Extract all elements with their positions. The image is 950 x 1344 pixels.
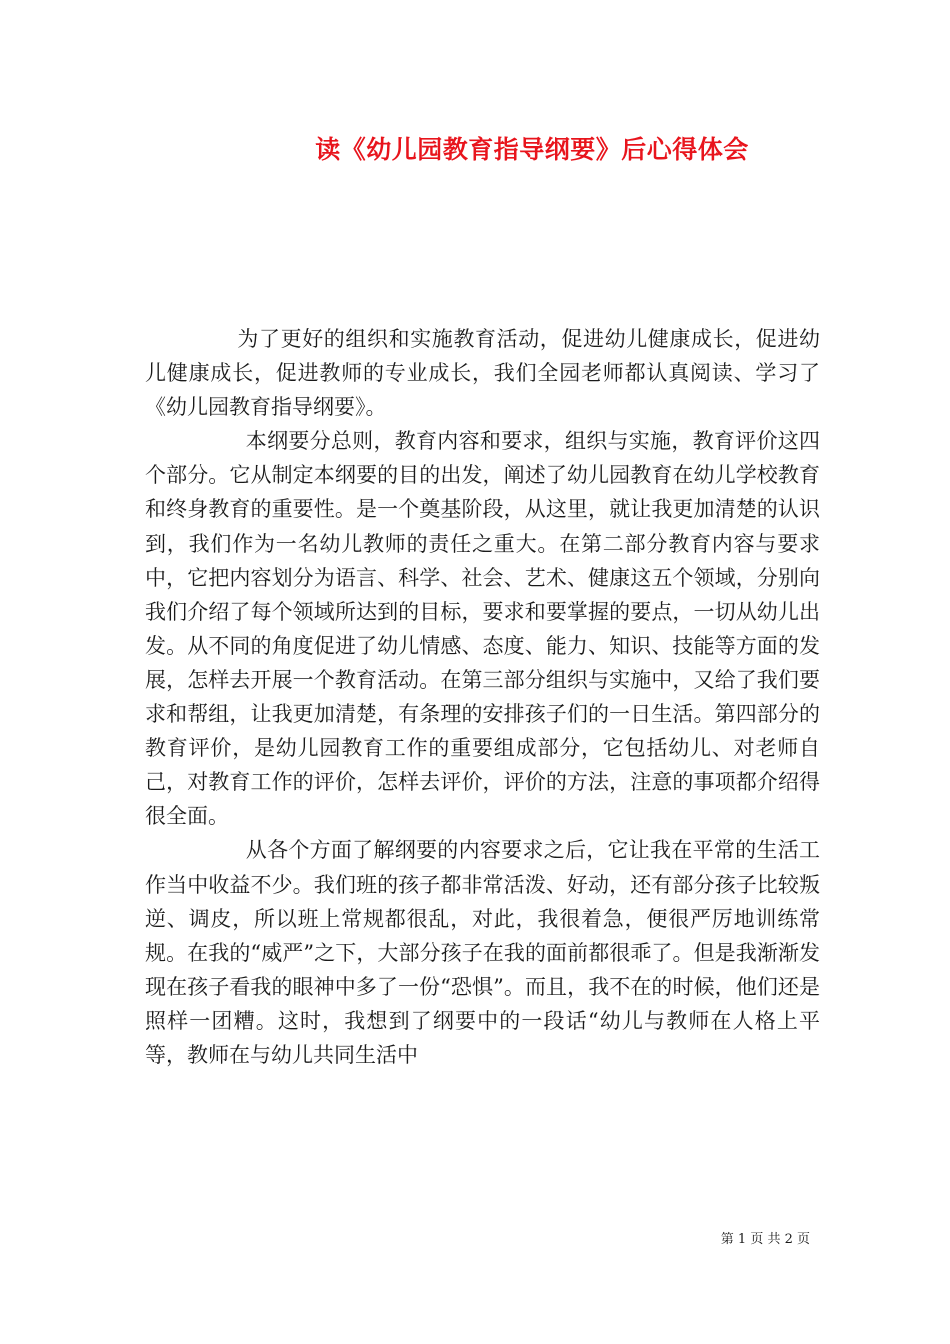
paragraph-reflection: 从各个方面了解纲要的内容要求之后，它让我在平常的生活工作当中收益不少。我们班的孩子都非常活泼、好动，还有部分孩子比较叛逆、调皮，所以班上常规都很乱，对此，我很着急，便很严厉地训练常规。在我的“威严”之下，大部分孩子在我的面前都很乖了。但是我渐渐发现在孩子看我的眼神中多了一份“恐惧”。而且，我不在的时候，他们还是照样一团糟。这时，我想到了纲要中的一段话“幼儿与教师在人格上平等，教师在与幼儿共同生活中	[145, 838, 820, 1067]
paragraph-outline: 本纲要分总则，教育内容和要求，组织与实施，教育评价这四个部分。它从制定本纲要的目的出发，阐述了幼儿园教育在幼儿学校教育和终身教育的重要性。是一个奠基阶段，从这里，就让我更加清楚的认识到，我们作为一名幼儿教师的责任之重大。在第二部分教育内容与要求中，它把内容划分为语言、科学、社会、艺术、健康这五个领域，分别向我们介绍了每个领域所达到的目标，要求和要掌握的要点，一切从幼儿出发。从不同的角度促进了幼儿情感、态度、能力、知识、技能等方面的发展，怎样去开展一个教育活动。在第三部分组织与实施中，又给了我们要求和帮组，让我更加清楚，有条理的安排孩子们的一日生活。第四部分的教育评价，是幼儿园教育工作的重要组成部分，它包括幼儿、对老师自己，对教育工作的评价，怎样去评价，评价的方法，注意的事项都介绍得很全面。	[145, 429, 820, 829]
page-number-footer: 第 1 页 共 2 页	[720, 1232, 810, 1247]
paragraph-intro: 为了更好的组织和实施教育活动，促进幼儿健康成长，促进幼儿健康成长，促进教师的专业成长，我们全园老师都认真阅读、学习了《幼儿园教育指导纲要》。	[145, 327, 820, 420]
document-body	[145, 322, 820, 1072]
document-title: 读《幼儿园教育指导纲要》后心得体会	[315, 135, 749, 164]
